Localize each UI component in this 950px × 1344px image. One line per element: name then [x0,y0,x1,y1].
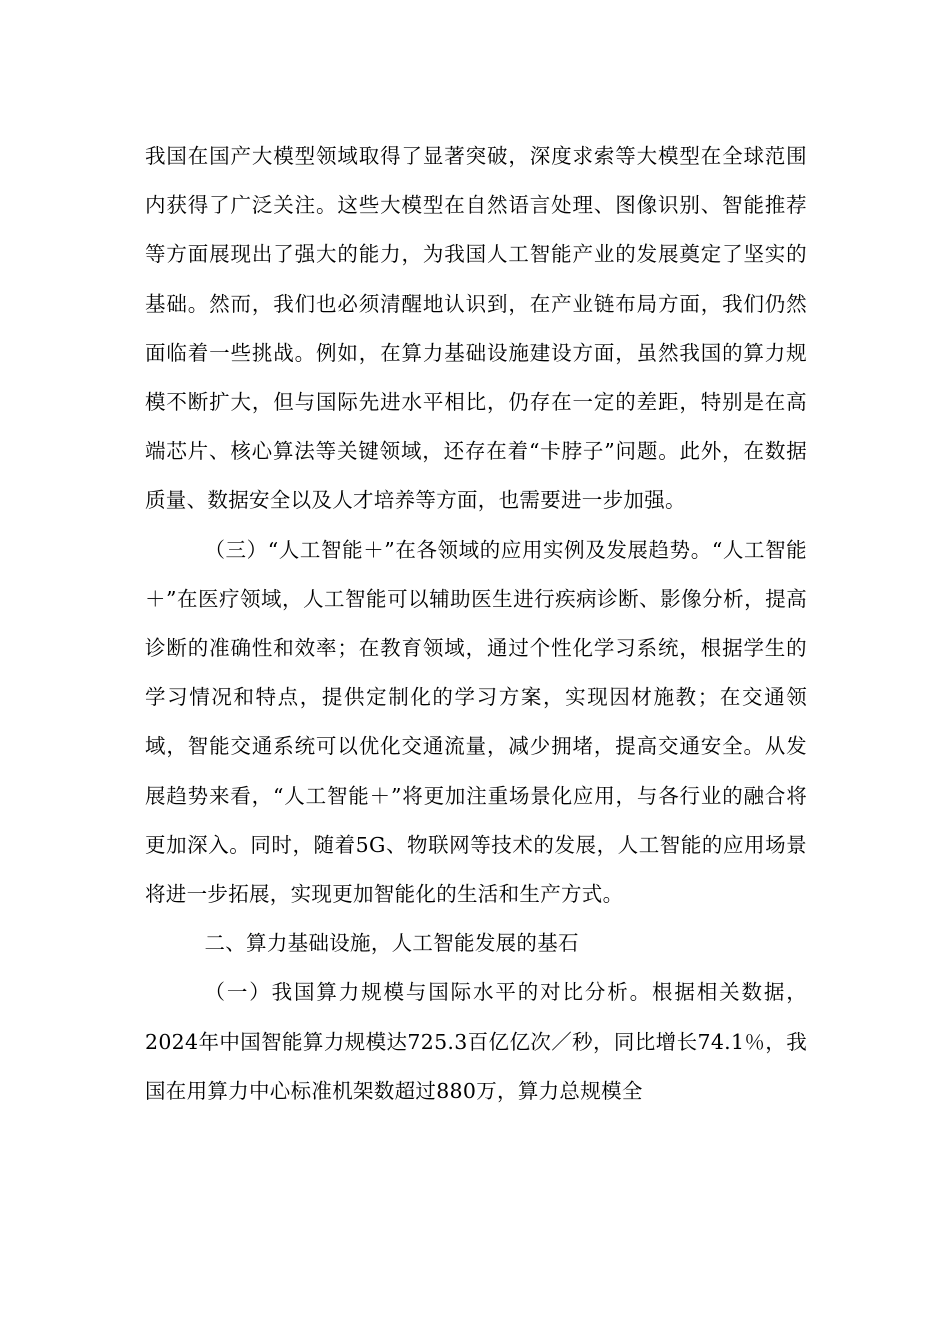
section-heading-computing-infrastructure: 二、算力基础设施，人工智能发展的基石 [204,931,579,956]
document-body [145,132,807,1116]
paragraph-ai-plus-applications: （三）“人工智能＋”在各领域的应用实例及发展趋势。“人工智能＋”在医疗领域，人工智能可以辅助医生进行疾病诊断、影像分析，提高诊断的准确性和效率；在教育领域，通过个性化学习系统，根据学生的学习情况和特点，提供定制化的学习方案，实现因材施教；在交通领域，智能交通系统可以优化交通流量，减少拥堵，提高交通安全。从发展趋势来看，“人工智能＋”将更加注重场景化应用，与各行业的融合将更加深入。同时，随着5G、物联网等技术的发展，人工智能的应用场景将进一步拓展，实现更加智能化的生活和生产方式。 [145,537,807,907]
paragraph-computing-scale-comparison: （一）我国算力规模与国际水平的对比分析。根据相关数据，2024年中国智能算力规模达725.3百亿亿次／秒，同比增长74.1％，我国在用算力中心标准机架数超过880万，算力总规模全 [145,980,807,1103]
paragraph-ai-models: 我国在国产大模型领域取得了显著突破，深度求索等大模型在全球范围内获得了广泛关注。这些大模型在自然语言处理、图像识别、智能推荐等方面展现出了强大的能力，为我国人工智能产业的发展奠定了坚实的基础。然而，我们也必须清醒地认识到，在产业链布局方面，我们仍然面临着一些挑战。例如，在算力基础设施建设方面，虽然我国的算力规模不断扩大，但与国际先进水平相比，仍存在一定的差距，特别是在高端芯片、核心算法等关键领域，还存在着“卡脖子”问题。此外，在数据质量、数据安全以及人才培养等方面，也需要进一步加强。 [145,144,807,513]
